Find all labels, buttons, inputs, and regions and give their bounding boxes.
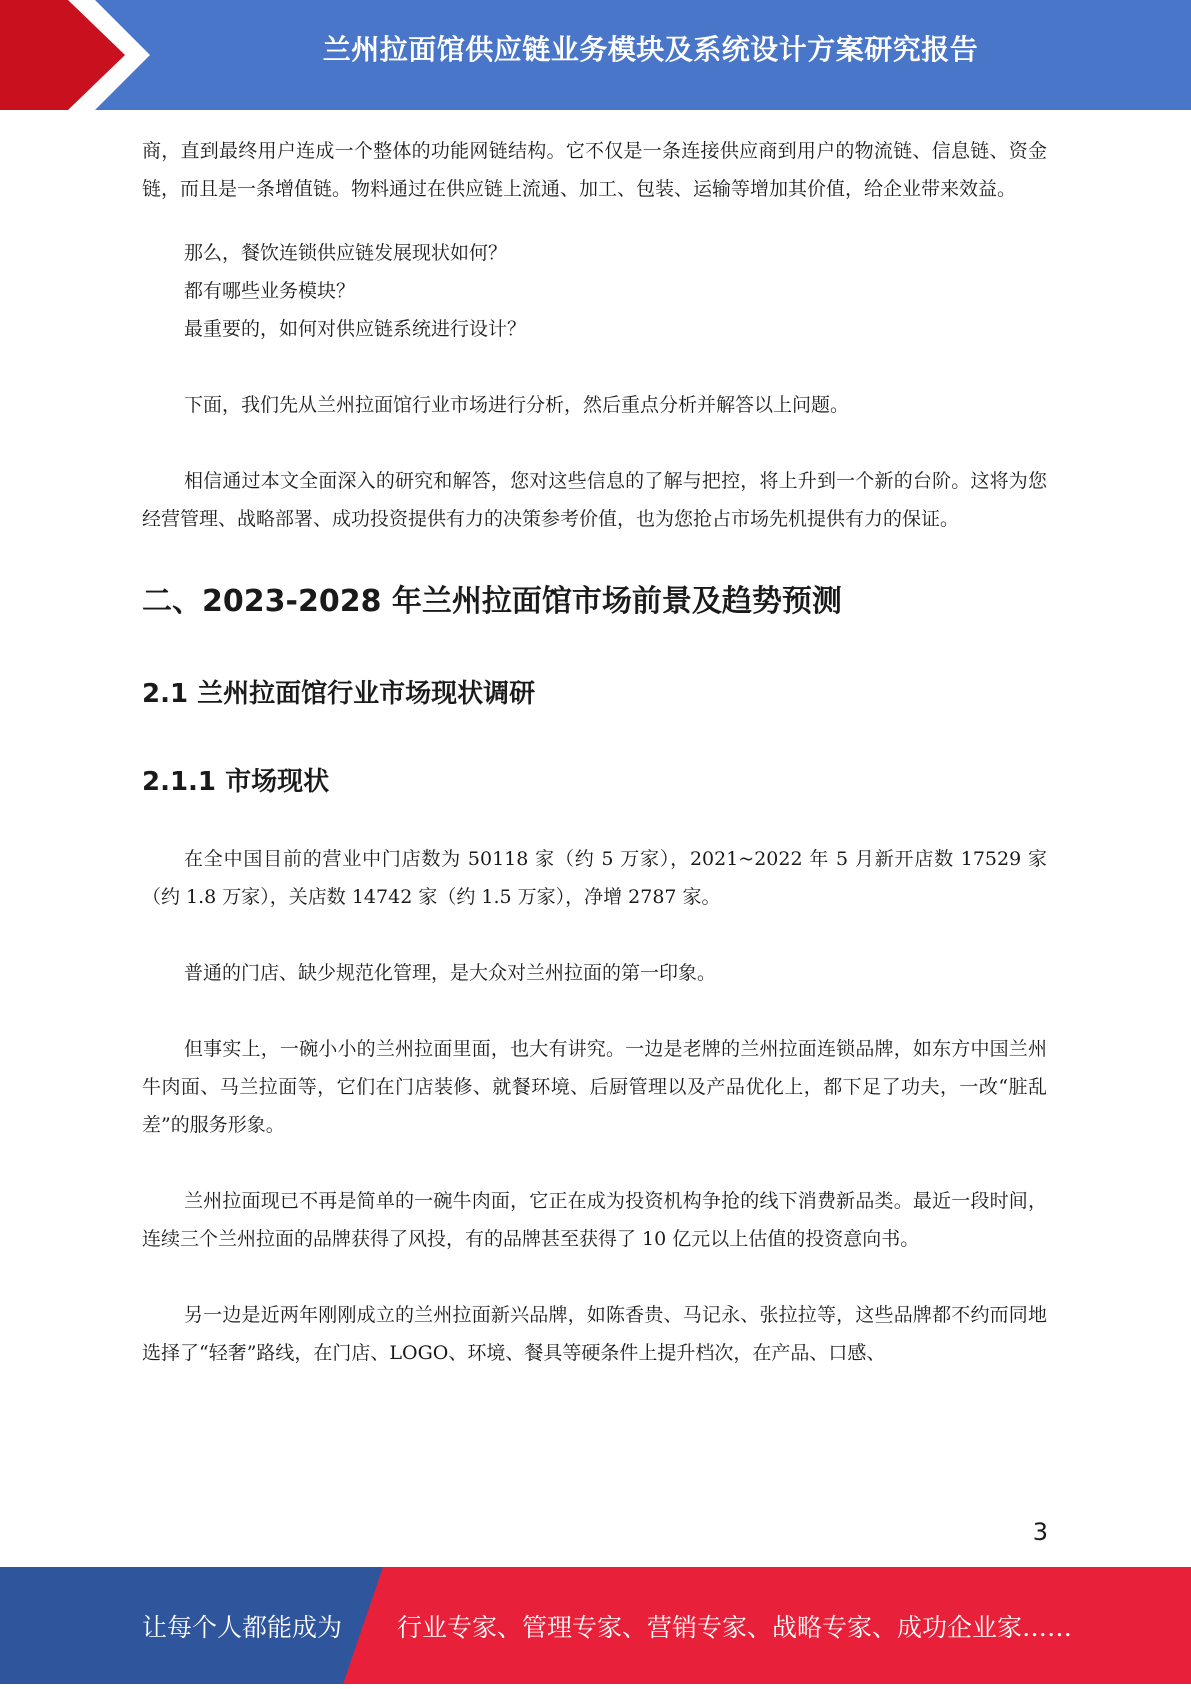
paragraph: 商，直到最终用户连成一个整体的功能网链结构。它不仅是一条连接供应商到用户的物流链、信息链、资金链，而且是一条增值链。物料通过在供应链上流通、加工、包装、运输等增加其价值，给企业带来效益。 <box>142 140 1047 200</box>
paragraph: 另一边是近两年刚刚成立的兰州拉面新兴品牌，如陈香贵、马记永、张拉拉等，这些品牌都不约而同地选择了“轻奢”路线，在门店、LOGO、环境、餐具等硬条件上提升档次，在产品、口感、 <box>142 1304 1047 1364</box>
footer-slogan-left: 让每个人都能成为 <box>142 1613 343 1642</box>
paragraph: 在全中国目前的营业中门店数为 50118 家（约 5 万家），2021~2022 年 5 月新开店数 17529 家（约 1.8 万家），关店数 14742 家（约 1.5 万家），净增 2787 家。 <box>142 848 1047 908</box>
section-heading: 二、2023-2028 年兰州拉面馆市场前景及趋势预测 <box>142 584 842 619</box>
question-line: 都有哪些业务模块？ <box>184 280 356 302</box>
subsubsection-heading: 2.1.1 市场现状 <box>142 767 330 797</box>
paragraph: 但事实上，一碗小小的兰州拉面里面，也大有讲究。一边是老牌的兰州拉面连锁品牌，如东方中国兰州牛肉面、马兰拉面等，它们在门店装修、就餐环境、后厨管理以及产品优化上，都下足了功夫，一改“脏乱差”的服务形象。 <box>142 1038 1047 1136</box>
footer-slogan-right: 行业专家、管理专家、营销专家、战略专家、成功企业家…… <box>397 1613 1073 1642</box>
page-footer <box>0 1567 1191 1684</box>
paragraph: 兰州拉面现已不再是简单的一碗牛肉面，它正在成为投资机构争抢的线下消费新品类。最近一段时间，连续三个兰州拉面的品牌获得了风投，有的品牌甚至获得了 10 亿元以上估值的投资意向书。 <box>142 1190 1047 1250</box>
paragraph: 下面，我们先从兰州拉面馆行业市场进行分析，然后重点分析并解答以上问题。 <box>184 394 850 416</box>
page-number: 3 <box>1032 1518 1048 1546</box>
question-line: 那么，餐饮连锁供应链发展现状如何？ <box>184 242 508 264</box>
subsection-heading: 2.1 兰州拉面馆行业市场现状调研 <box>142 679 536 709</box>
page-header <box>0 0 1191 110</box>
question-line: 最重要的，如何对供应链系统进行设计？ <box>184 318 527 340</box>
paragraph: 相信通过本文全面深入的研究和解答，您对这些信息的了解与把控，将上升到一个新的台阶。这将为您经营管理、战略部署、成功投资提供有力的决策参考价值，也为您抢占市场先机提供有力的保证。 <box>142 470 1047 530</box>
page-content <box>142 132 1047 1372</box>
paragraph: 普通的门店、缺少规范化管理，是大众对兰州拉面的第一印象。 <box>184 962 717 984</box>
report-title: 兰州拉面馆供应链业务模块及系统设计方案研究报告 <box>322 33 979 66</box>
